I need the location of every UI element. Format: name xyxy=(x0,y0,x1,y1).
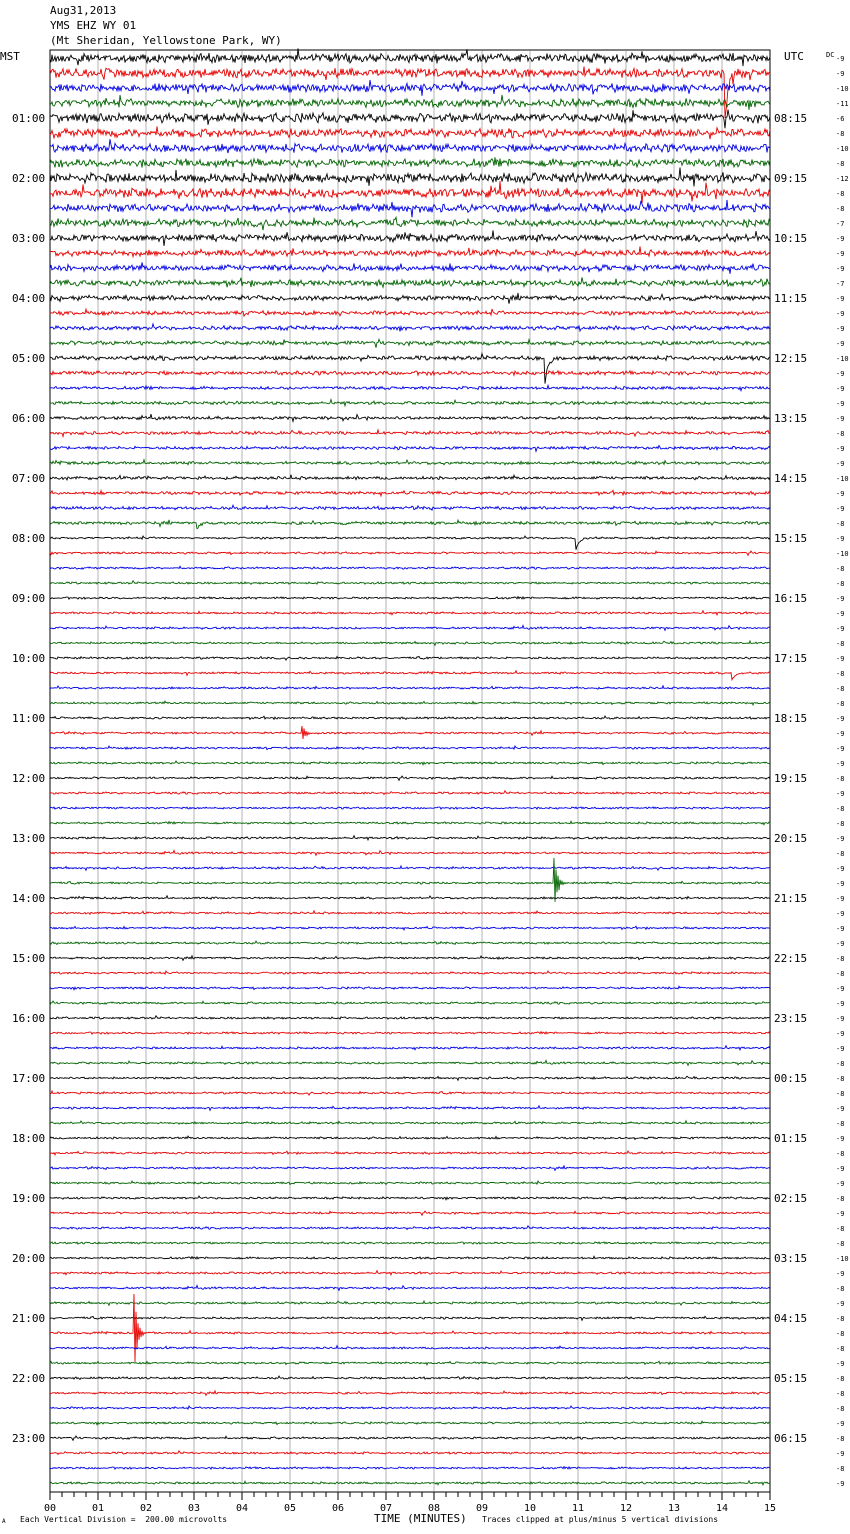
dc-offset-label: -9 xyxy=(836,1105,845,1113)
right-time-label: 21:15 xyxy=(774,892,808,905)
dc-offset-label: -9 xyxy=(836,385,845,393)
trace-78 xyxy=(50,1226,770,1230)
dc-offset-label: -9 xyxy=(836,1000,845,1008)
dc-offset-label: -9 xyxy=(836,370,845,378)
dc-offset-label: -9 xyxy=(836,760,845,768)
left-time-label: 05:00 xyxy=(12,352,46,365)
trace-49 xyxy=(50,791,770,795)
right-time-label: 05:15 xyxy=(774,1372,808,1385)
dc-offset-label: -8 xyxy=(836,1390,845,1398)
dc-offset-label: -9 xyxy=(836,1180,845,1188)
dc-offset-label: -9 xyxy=(836,655,845,663)
trace-81 xyxy=(50,1271,770,1275)
x-tick-label: 14 xyxy=(715,1503,729,1514)
dc-offset-label: -9 xyxy=(836,235,845,243)
footer-mark: A xyxy=(2,1518,6,1525)
right-time-label: 10:15 xyxy=(774,232,808,245)
trace-95 xyxy=(50,1481,770,1485)
left-timezone-label: MST xyxy=(0,50,20,63)
dc-offset-label: -9 xyxy=(836,1300,845,1308)
dc-offset-label: -9 xyxy=(836,940,845,948)
dc-offset-label: -9 xyxy=(836,295,845,303)
left-time-label: 10:00 xyxy=(12,652,46,665)
trace-27 xyxy=(50,460,770,465)
trace-92 xyxy=(50,1436,770,1440)
trace-23 xyxy=(50,400,770,406)
x-tick-label: 04 xyxy=(235,1503,249,1514)
dc-offset-label: -9 xyxy=(836,460,845,468)
right-time-label: 02:15 xyxy=(774,1192,808,1205)
right-timezone-label: UTC xyxy=(784,50,804,63)
dc-offset-label: -8 xyxy=(836,190,845,198)
x-tick-label: 00 xyxy=(43,1503,57,1514)
dc-offset-label: -9 xyxy=(836,595,845,603)
dc-offset-label: -8 xyxy=(836,1225,845,1233)
trace-50 xyxy=(50,807,770,809)
trace-57 xyxy=(50,911,770,915)
trace-59 xyxy=(50,941,770,944)
right-time-label: 01:15 xyxy=(774,1132,808,1145)
dc-offset-label: -9 xyxy=(836,535,845,543)
dc-offset-label: -8 xyxy=(836,685,845,693)
trace-67 xyxy=(50,1060,770,1065)
dc-offset-label: -8 xyxy=(836,700,845,708)
dc-offset-label: -8 xyxy=(836,1075,845,1083)
trace-25 xyxy=(50,430,770,437)
trace-1 xyxy=(50,67,770,119)
dc-offset-label: -8 xyxy=(836,805,845,813)
dc-offset-label: -8 xyxy=(836,520,845,528)
dc-offset-label: -9 xyxy=(836,745,845,753)
dc-offset-label: -6 xyxy=(836,115,845,123)
left-time-label: 21:00 xyxy=(12,1312,46,1325)
dc-offset-label: -8 xyxy=(836,970,845,978)
trace-13 xyxy=(50,246,770,257)
right-time-label: 14:15 xyxy=(774,472,808,485)
trace-63 xyxy=(50,1001,770,1005)
trace-43 xyxy=(50,701,770,705)
dc-offset-label: -8 xyxy=(836,1315,845,1323)
trace-42 xyxy=(50,686,770,690)
trace-9 xyxy=(50,181,770,203)
x-tick-label: 05 xyxy=(283,1503,297,1514)
axis-labels xyxy=(12,55,849,1514)
right-time-label: 13:15 xyxy=(774,412,808,425)
trace-65 xyxy=(50,1032,770,1035)
trace-53 xyxy=(50,850,770,855)
right-time-label: 23:15 xyxy=(774,1012,808,1025)
trace-73 xyxy=(50,1151,770,1155)
trace-21 xyxy=(50,371,770,376)
left-time-label: 19:00 xyxy=(12,1192,46,1205)
dc-offset-label: -9 xyxy=(836,715,845,723)
trace-12 xyxy=(50,230,770,246)
dc-offset-label: -9 xyxy=(836,1210,845,1218)
left-time-label: 23:00 xyxy=(12,1432,46,1445)
trace-20 xyxy=(50,354,770,384)
dc-offset-label: -9 xyxy=(836,1030,845,1038)
trace-17 xyxy=(50,309,770,316)
x-tick-label: 01 xyxy=(91,1503,105,1514)
trace-84 xyxy=(50,1316,770,1320)
dc-offset-label: -7 xyxy=(836,280,845,288)
dc-offset-label: -9 xyxy=(836,415,845,423)
dc-label: DC xyxy=(826,51,835,59)
trace-82 xyxy=(50,1285,770,1290)
x-tick-label: 07 xyxy=(379,1503,393,1514)
dc-offset-label: -8 xyxy=(836,430,845,438)
trace-54 xyxy=(50,866,770,870)
trace-79 xyxy=(50,1242,770,1244)
trace-60 xyxy=(50,956,770,960)
trace-18 xyxy=(50,324,770,332)
dc-offset-label: -9 xyxy=(836,1165,845,1173)
dc-offset-label: -9 xyxy=(836,880,845,888)
trace-29 xyxy=(50,490,770,496)
left-time-label: 01:00 xyxy=(12,112,46,125)
trace-68 xyxy=(50,1076,770,1080)
dc-offset-label: -9 xyxy=(836,445,845,453)
dc-offset-label: -8 xyxy=(836,1150,845,1158)
trace-62 xyxy=(50,986,770,989)
left-time-label: 04:00 xyxy=(12,292,46,305)
dc-offset-label: -8 xyxy=(836,955,845,963)
dc-offset-label: -10 xyxy=(836,145,849,153)
dc-offset-label: -8 xyxy=(836,205,845,213)
trace-3 xyxy=(50,95,770,110)
trace-39 xyxy=(50,641,770,645)
trace-93 xyxy=(50,1451,770,1455)
right-time-label: 09:15 xyxy=(774,172,808,185)
dc-offset-label: -9 xyxy=(836,490,845,498)
trace-44 xyxy=(50,716,770,719)
dc-offset-label: -8 xyxy=(836,670,845,678)
trace-94 xyxy=(50,1467,770,1470)
right-time-label: 11:15 xyxy=(774,292,808,305)
dc-offset-label: -9 xyxy=(836,1420,845,1428)
left-time-label: 03:00 xyxy=(12,232,46,245)
x-tick-label: 08 xyxy=(427,1503,441,1514)
trace-48 xyxy=(50,776,770,780)
dc-offset-label: -10 xyxy=(836,85,849,93)
dc-offset-label: -9 xyxy=(836,730,845,738)
dc-offset-label: -8 xyxy=(836,1435,845,1443)
trace-47 xyxy=(50,761,770,765)
trace-8 xyxy=(50,168,770,187)
dc-offset-label: -8 xyxy=(836,820,845,828)
dc-offset-label: -9 xyxy=(836,55,845,63)
trace-15 xyxy=(50,277,770,287)
dc-offset-label: -9 xyxy=(836,625,845,633)
trace-30 xyxy=(50,505,770,510)
dc-offset-label: -9 xyxy=(836,340,845,348)
trace-32 xyxy=(50,536,770,550)
dc-offset-label: -9 xyxy=(836,865,845,873)
x-tick-label: 13 xyxy=(667,1503,681,1514)
trace-90 xyxy=(50,1406,770,1409)
dc-offset-label: -9 xyxy=(836,610,845,618)
trace-51 xyxy=(50,821,770,824)
right-time-label: 04:15 xyxy=(774,1312,808,1325)
trace-19 xyxy=(50,339,770,347)
left-time-label: 22:00 xyxy=(12,1372,46,1385)
trace-14 xyxy=(50,262,770,274)
trace-0 xyxy=(50,48,770,66)
dc-offset-label: -9 xyxy=(836,325,845,333)
dc-offset-label: -8 xyxy=(836,775,845,783)
trace-7 xyxy=(50,157,770,167)
dc-offset-label: -10 xyxy=(836,355,849,363)
x-tick-label: 02 xyxy=(139,1503,153,1514)
right-time-label: 22:15 xyxy=(774,952,808,965)
x-tick-label: 12 xyxy=(619,1503,633,1514)
trace-46 xyxy=(50,746,770,750)
right-time-label: 06:15 xyxy=(774,1432,808,1445)
right-time-label: 20:15 xyxy=(774,832,808,845)
trace-31 xyxy=(50,520,770,529)
left-time-label: 16:00 xyxy=(12,1012,46,1025)
dc-offset-label: -9 xyxy=(836,910,845,918)
trace-70 xyxy=(50,1106,770,1111)
dc-offset-label: -8 xyxy=(836,1465,845,1473)
right-time-label: 19:15 xyxy=(774,772,808,785)
trace-11 xyxy=(50,217,770,230)
trace-61 xyxy=(50,971,770,974)
dc-offset-label: -9 xyxy=(836,250,845,258)
dc-offset-label: -8 xyxy=(836,850,845,858)
trace-35 xyxy=(50,581,770,585)
dc-offset-label: -12 xyxy=(836,175,849,183)
trace-37 xyxy=(50,611,770,615)
dc-offset-label: -9 xyxy=(836,1135,845,1143)
footer-scale: Each Vertical Division = 200.00 microvolts xyxy=(20,1515,228,1524)
trace-41 xyxy=(50,671,770,680)
trace-22 xyxy=(50,385,770,390)
left-time-label: 17:00 xyxy=(12,1072,46,1085)
trace-69 xyxy=(50,1091,770,1095)
dc-offset-label: -8 xyxy=(836,1240,845,1248)
trace-10 xyxy=(50,200,770,217)
dc-offset-label: -8 xyxy=(836,640,845,648)
left-time-label: 11:00 xyxy=(12,712,46,725)
seismic-traces xyxy=(50,48,770,1485)
left-time-label: 18:00 xyxy=(12,1132,46,1145)
left-time-label: 08:00 xyxy=(12,532,46,545)
trace-2 xyxy=(50,80,770,96)
trace-28 xyxy=(50,475,770,480)
x-tick-label: 11 xyxy=(571,1503,585,1514)
dc-offset-label: -9 xyxy=(836,265,845,273)
right-time-label: 16:15 xyxy=(774,592,808,605)
dc-offset-label: -8 xyxy=(836,1375,845,1383)
trace-74 xyxy=(50,1166,770,1170)
trace-52 xyxy=(50,836,770,840)
chart-title-location: (Mt Sheridan, Yellowstone Park, WY) xyxy=(50,34,282,47)
dc-offset-label: -11 xyxy=(836,100,849,108)
dc-offset-label: -7 xyxy=(836,220,845,228)
dc-offset-label: -8 xyxy=(836,1060,845,1068)
trace-72 xyxy=(50,1136,770,1139)
dc-offset-label: -9 xyxy=(836,310,845,318)
trace-75 xyxy=(50,1181,770,1185)
x-tick-label: 03 xyxy=(187,1503,201,1514)
trace-66 xyxy=(50,1046,770,1050)
dc-offset-label: -9 xyxy=(836,1045,845,1053)
trace-34 xyxy=(50,566,770,569)
dc-offset-label: -9 xyxy=(836,835,845,843)
right-time-label: 12:15 xyxy=(774,352,808,365)
chart-title-date: Aug31,2013 xyxy=(50,4,117,17)
trace-80 xyxy=(50,1256,770,1259)
x-tick-label: 10 xyxy=(523,1503,537,1514)
dc-offset-label: -9 xyxy=(836,1450,845,1458)
chart-title-station: YMS EHZ WY 01 xyxy=(50,19,137,32)
trace-6 xyxy=(50,139,770,153)
trace-64 xyxy=(50,1016,770,1020)
x-axis-title: TIME (MINUTES) xyxy=(374,1512,467,1525)
dc-offset-label: -9 xyxy=(836,400,845,408)
right-time-label: 15:15 xyxy=(774,532,808,545)
dc-offset-label: -8 xyxy=(836,565,845,573)
left-time-label: 13:00 xyxy=(12,832,46,845)
trace-55 xyxy=(50,858,770,902)
dc-offset-label: -8 xyxy=(836,1330,845,1338)
dc-offset-label: -8 xyxy=(836,1405,845,1413)
left-time-label: 15:00 xyxy=(12,952,46,965)
trace-45 xyxy=(50,726,770,739)
trace-71 xyxy=(50,1121,770,1125)
trace-76 xyxy=(50,1196,770,1200)
trace-26 xyxy=(50,446,770,452)
dc-offset-label: -9 xyxy=(836,1360,845,1368)
right-time-label: 18:15 xyxy=(774,712,808,725)
left-time-label: 07:00 xyxy=(12,472,46,485)
dc-offset-label: -10 xyxy=(836,475,849,483)
right-time-label: 00:15 xyxy=(774,1072,808,1085)
trace-89 xyxy=(50,1391,770,1395)
dc-offset-label: -9 xyxy=(836,790,845,798)
left-time-label: 20:00 xyxy=(12,1252,46,1265)
left-time-label: 09:00 xyxy=(12,592,46,605)
time-grid xyxy=(98,50,722,1492)
x-tick-label: 09 xyxy=(475,1503,489,1514)
left-time-label: 12:00 xyxy=(12,772,46,785)
trace-5 xyxy=(50,126,770,139)
dc-offset-label: -9 xyxy=(836,895,845,903)
dc-offset-label: -9 xyxy=(836,1015,845,1023)
x-tick-label: 06 xyxy=(331,1503,345,1514)
dc-offset-label: -9 xyxy=(836,1270,845,1278)
right-time-label: 03:15 xyxy=(774,1252,808,1265)
dc-offset-label: -8 xyxy=(836,1345,845,1353)
left-time-label: 14:00 xyxy=(12,892,46,905)
trace-40 xyxy=(50,656,770,660)
left-time-label: 02:00 xyxy=(12,172,46,185)
dc-offset-label: -10 xyxy=(836,1255,849,1263)
dc-offset-label: -9 xyxy=(836,505,845,513)
right-time-label: 08:15 xyxy=(774,112,808,125)
trace-36 xyxy=(50,597,770,600)
trace-16 xyxy=(50,293,770,304)
dc-offset-label: -10 xyxy=(836,550,849,558)
dc-offset-label: -8 xyxy=(836,160,845,168)
trace-91 xyxy=(50,1421,770,1424)
trace-88 xyxy=(50,1376,770,1379)
dc-offset-label: -8 xyxy=(836,130,845,138)
dc-offset-label: -9 xyxy=(836,925,845,933)
dc-offset-label: -9 xyxy=(836,985,845,993)
trace-83 xyxy=(50,1301,770,1305)
trace-86 xyxy=(50,1346,770,1350)
trace-56 xyxy=(50,896,770,899)
trace-58 xyxy=(50,926,770,930)
trace-77 xyxy=(50,1211,770,1215)
trace-24 xyxy=(50,414,770,421)
right-time-label: 17:15 xyxy=(774,652,808,665)
trace-33 xyxy=(50,551,770,555)
x-tick-label: 15 xyxy=(763,1503,777,1514)
dc-offset-label: -8 xyxy=(836,1120,845,1128)
footer-clip-note: Traces clipped at plus/minus 5 vertical divisions xyxy=(482,1515,719,1524)
trace-87 xyxy=(50,1361,770,1365)
dc-offset-label: -9 xyxy=(836,70,845,78)
dc-offset-label: -8 xyxy=(836,1285,845,1293)
dc-offset-label: -9 xyxy=(836,1480,845,1488)
dc-offset-label: -8 xyxy=(836,1195,845,1203)
trace-38 xyxy=(50,625,770,630)
left-time-label: 06:00 xyxy=(12,412,46,425)
dc-offset-label: -8 xyxy=(836,1090,845,1098)
dc-offset-label: -8 xyxy=(836,580,845,588)
trace-4 xyxy=(50,110,770,129)
